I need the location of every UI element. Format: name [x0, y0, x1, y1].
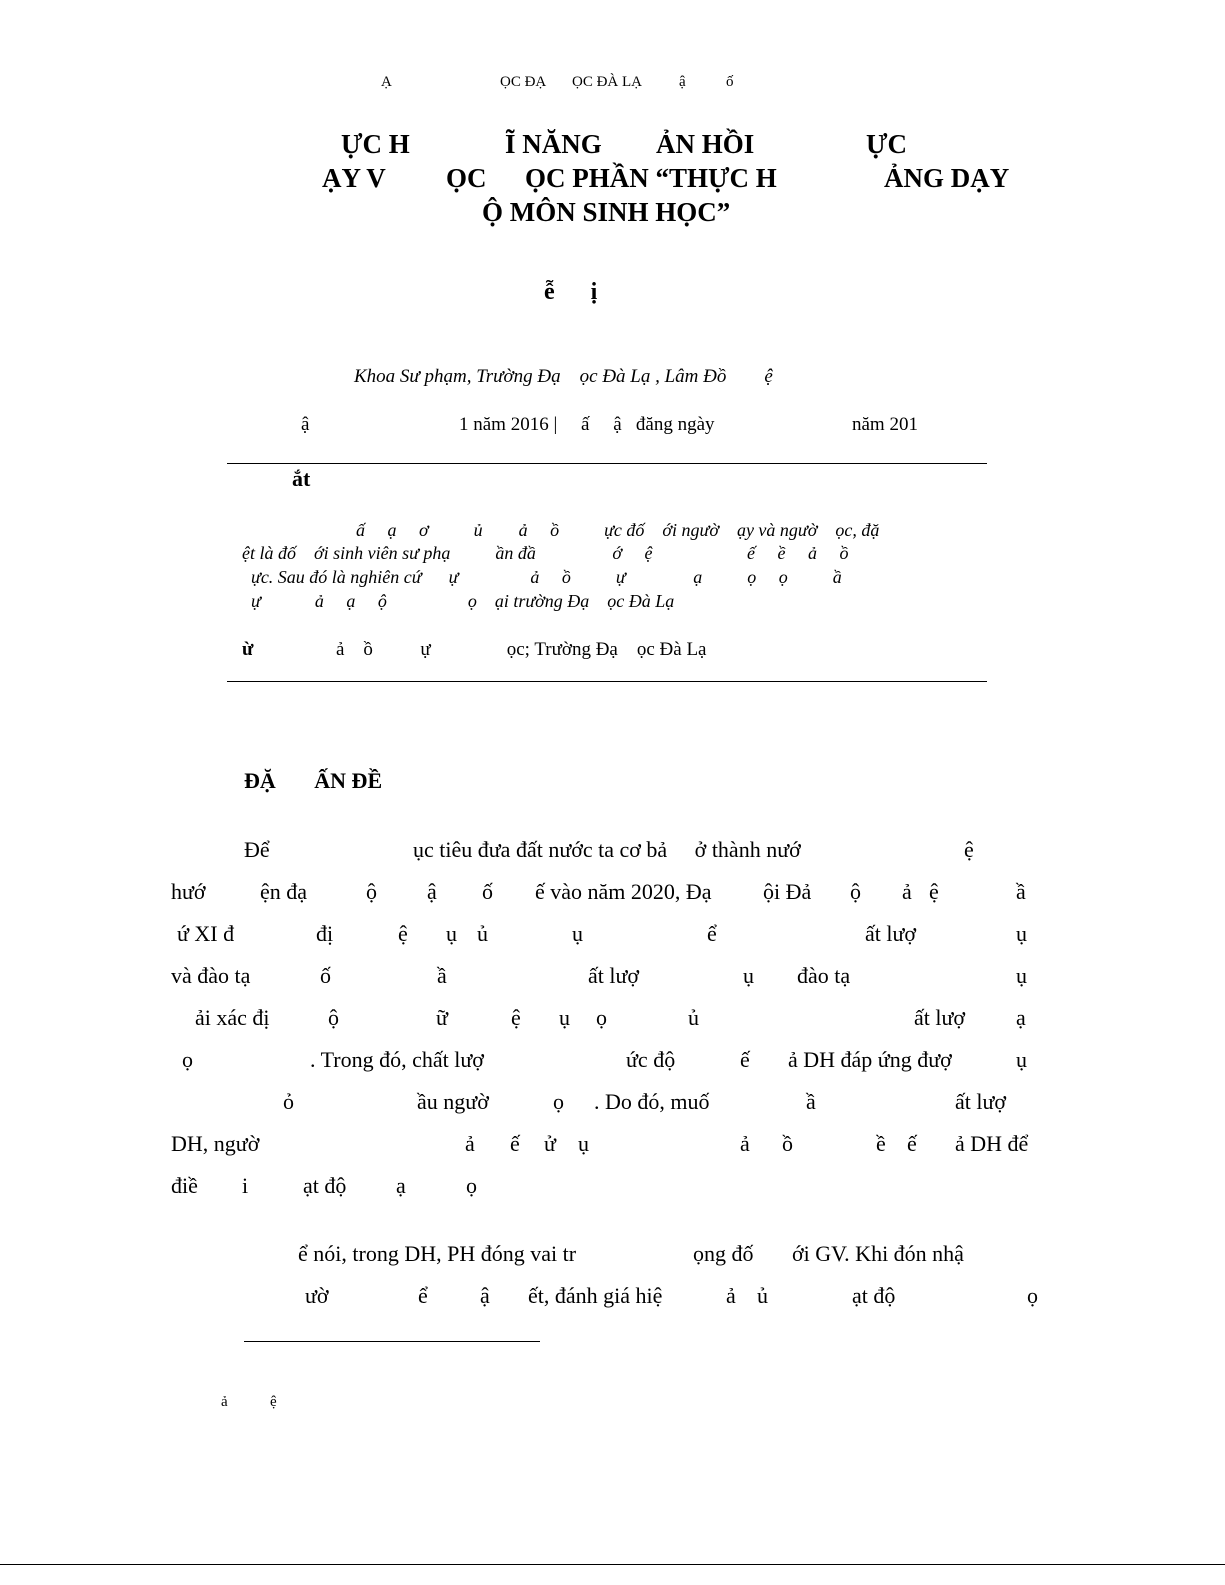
body-fragment: . Do đó, muố — [594, 1089, 710, 1114]
body-fragment: ể — [418, 1283, 428, 1308]
body-fragment: ệ — [964, 837, 974, 862]
body-fragment: ề — [876, 1131, 886, 1156]
body-fragment: ộ — [366, 879, 377, 904]
journal-header-part: ậ — [679, 74, 686, 90]
body-fragment: ậ — [480, 1283, 490, 1308]
body-fragment: ọ — [553, 1089, 564, 1114]
body-fragment: ất lượ — [865, 921, 917, 946]
body-fragment: ầ — [806, 1089, 816, 1114]
body-fragment: ầ — [1016, 879, 1026, 904]
journal-header-part: ỌC ĐẠ — [500, 74, 547, 90]
title-fragment: ỰC H — [341, 129, 410, 159]
footnote-text: ả — [221, 1394, 228, 1410]
body-fragment: ụ — [559, 1005, 570, 1030]
body-fragment: ố — [482, 879, 493, 904]
body-fragment: ụ — [578, 1131, 589, 1156]
body-fragment: ụ — [446, 921, 457, 946]
title-fragment: ỰC — [866, 129, 907, 159]
body-fragment: ới GV. Khi đón nhậ — [792, 1241, 964, 1266]
body-fragment: ạt độ — [303, 1173, 347, 1198]
body-fragment: đị — [316, 921, 334, 946]
body-fragment: ầu ngườ — [417, 1089, 489, 1114]
abstract-line: ự ả ạ ộ ọ ại trường Đạ ọc Đà Lạ — [251, 591, 675, 611]
body-fragment: ứ XI đ — [177, 921, 235, 946]
footnote-rule — [244, 1341, 540, 1342]
body-fragment: ồ — [782, 1131, 793, 1156]
title-fragment: ẠY V — [322, 163, 386, 193]
body-fragment: ệ — [398, 921, 408, 946]
journal-header-part: Ạ — [381, 74, 392, 90]
body-fragment: ủ — [688, 1005, 699, 1030]
body-fragment: ội Đả — [763, 879, 812, 904]
body-fragment: . Trong đó, chất lượ — [310, 1047, 484, 1072]
body-fragment: ộ — [850, 879, 861, 904]
section-heading: ĐẶ ẤN ĐỀ — [244, 768, 383, 793]
body-fragment: ầ — [437, 963, 447, 988]
title-fragment: ỌC — [446, 163, 487, 193]
body-fragment: ả — [465, 1131, 475, 1156]
body-fragment: ục tiêu đưa đất nước ta cơ bả ở thành nướ — [413, 837, 801, 862]
author-name: ễ ị — [544, 279, 598, 305]
title-fragment: Ộ MÔN SINH HỌC” — [482, 197, 731, 227]
body-fragment: ọ — [596, 1005, 607, 1030]
body-fragment: ế — [510, 1131, 520, 1156]
body-fragment: đào tạ — [797, 963, 851, 988]
body-fragment: ể — [707, 921, 717, 946]
body-fragment: ế vào năm 2020, Đạ — [535, 879, 712, 904]
body-fragment: ức độ — [626, 1047, 676, 1072]
body-fragment: ạ — [396, 1173, 406, 1198]
abstract-line: ấ ạ ơ ủ ả ồ ực đố ới ngườ ạy và ngườ ọc, đặ — [356, 520, 880, 540]
body-fragment: điề — [171, 1173, 198, 1198]
abstract-bottom-rule — [227, 681, 987, 682]
body-fragment: ệ — [511, 1005, 521, 1030]
body-fragment: ất lượ — [588, 963, 640, 988]
body-fragment: ủ — [477, 921, 488, 946]
abstract-line: ệt là đố ới sinh viên sư phạ ần đầ ớ ệ ế ề ả ồ — [242, 543, 849, 563]
body-fragment: ết, đánh giá hiệ — [528, 1283, 663, 1308]
abstract-top-rule — [227, 463, 987, 464]
body-fragment: ụ — [743, 963, 754, 988]
body-fragment: ệ — [929, 879, 939, 904]
body-fragment: DH, ngườ — [171, 1131, 260, 1156]
body-fragment: ải xác đị — [195, 1005, 270, 1030]
body-fragment: ả DH để — [955, 1131, 1029, 1156]
body-fragment: ữ — [436, 1005, 448, 1030]
keywords-label: ừ — [242, 639, 254, 660]
body-fragment: ủ — [757, 1283, 768, 1308]
body-fragment: ế — [740, 1047, 750, 1072]
body-fragment: ả — [740, 1131, 750, 1156]
page-bottom-edge — [0, 1564, 1225, 1565]
body-fragment: ộ — [328, 1005, 339, 1030]
title-fragment: Ĩ NĂNG — [505, 129, 602, 159]
abstract-heading: ắt — [292, 466, 311, 491]
body-fragment: ỏ — [283, 1089, 294, 1114]
body-fragment: ọ — [1027, 1283, 1038, 1308]
title-fragment: ẢN HỒI — [656, 129, 755, 159]
body-fragment: ả — [902, 879, 912, 904]
body-fragment: ụ — [1016, 921, 1027, 946]
body-fragment: ọng đố — [693, 1241, 754, 1266]
journal-header-part: ố — [726, 74, 734, 90]
body-fragment: và đào tạ — [171, 963, 251, 988]
body-fragment: ụ — [1016, 1047, 1027, 1072]
body-fragment: ạ — [1016, 1005, 1026, 1030]
affiliation: Khoa Sư phạm, Trường Đạ ọc Đà Lạ , Lâm Đồ ệ — [354, 366, 773, 387]
title-fragment: ỌC PHẦN “THỰC H — [525, 163, 777, 193]
body-fragment: ạt độ — [852, 1283, 896, 1308]
body-fragment: ả — [726, 1283, 736, 1308]
body-fragment: ện đạ — [260, 879, 308, 904]
revised-date: 1 năm 2016 | ấ ậ đăng ngày — [459, 414, 715, 435]
body-fragment: ọ — [466, 1173, 477, 1198]
title-fragment: ẢNG DẠY — [884, 163, 1010, 193]
body-fragment: ố — [320, 963, 331, 988]
journal-header-part: ỌC ĐÀ LẠ — [572, 74, 642, 90]
body-fragment: ể nói, trong DH, PH đóng vai tr — [298, 1241, 577, 1266]
body-fragment: ử — [544, 1131, 556, 1156]
body-fragment: ế — [907, 1131, 917, 1156]
body-fragment: ất lượ — [914, 1005, 966, 1030]
keywords-text: ả ồ ự ọc; Trường Đạ ọc Đà Lạ — [336, 639, 707, 660]
footnote-text: ệ — [270, 1394, 277, 1410]
body-fragment: hướ — [171, 879, 206, 904]
abstract-line: ực. Sau đó là nghiên cứ ự ả ồ ự ạ ọ ọ ầ — [251, 567, 842, 587]
body-fragment: i — [242, 1173, 249, 1198]
body-fragment: ả DH đáp ứng đượ — [788, 1047, 952, 1072]
body-fragment: ườ — [305, 1283, 329, 1308]
received-date: ậ — [301, 414, 310, 435]
body-fragment: ất lượ — [955, 1089, 1007, 1114]
body-fragment: ụ — [1016, 963, 1027, 988]
body-fragment: ụ — [572, 921, 583, 946]
body-fragment: ậ — [427, 879, 437, 904]
body-fragment: ọ — [182, 1047, 193, 1072]
body-fragment: Để — [244, 837, 270, 862]
accepted-date: năm 201 — [852, 414, 918, 435]
